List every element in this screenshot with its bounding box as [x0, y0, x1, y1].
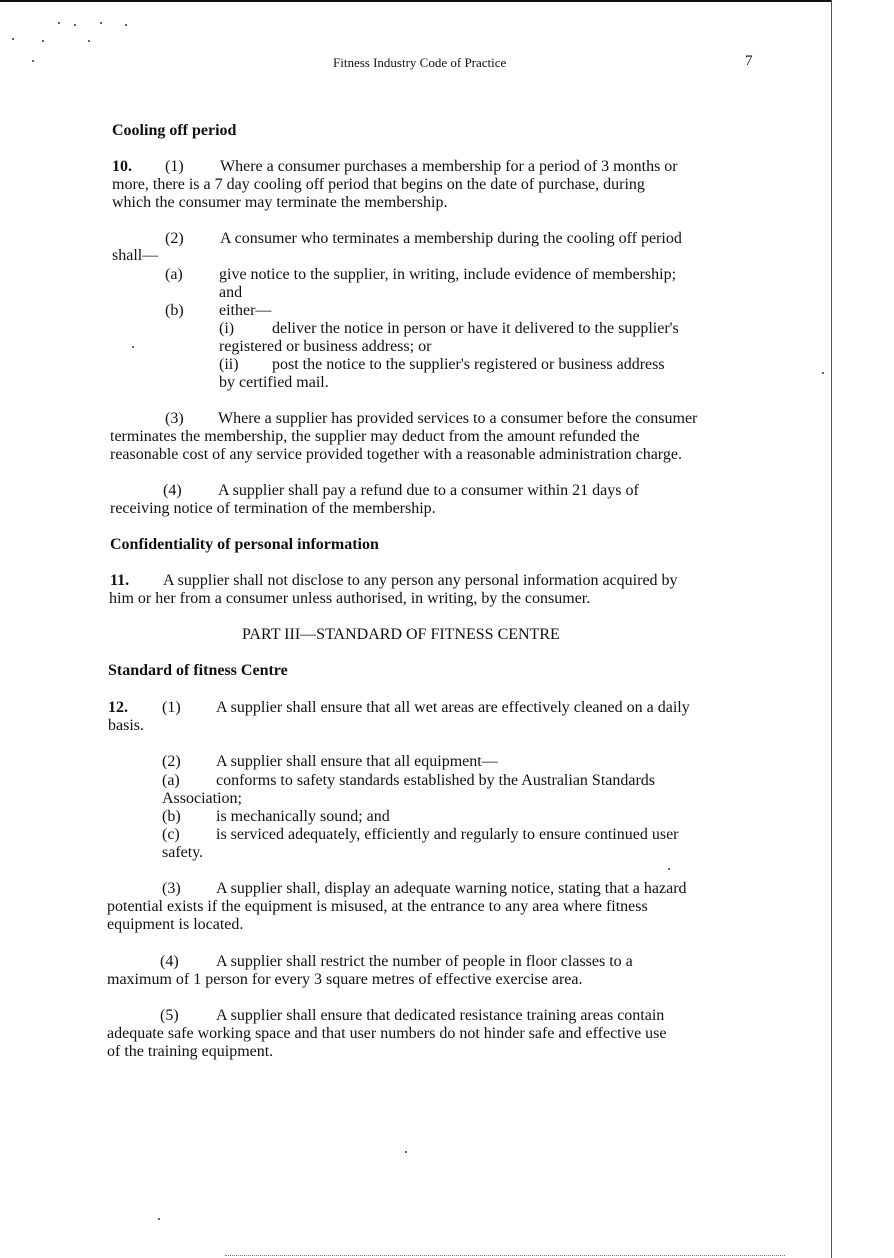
section-number: 12.	[108, 699, 128, 716]
item-label: (b)	[165, 302, 184, 319]
section-heading: Confidentiality of personal information	[110, 536, 379, 553]
paragraph-line: equipment is located.	[107, 916, 244, 933]
section-heading: Cooling off period	[112, 122, 237, 139]
paragraph-line: potential exists if the equipment is misused, at the entrance to any area where fitness	[107, 898, 648, 915]
paragraph-line: A supplier shall pay a refund due to a consumer within 21 days of	[218, 482, 639, 499]
paragraph-line: of the training equipment.	[107, 1043, 274, 1060]
running-header: Fitness Industry Code of Practice	[333, 55, 507, 70]
paragraph-line: Where a supplier has provided services to a consumer before the consumer	[218, 410, 698, 427]
item-label: (c)	[162, 826, 180, 843]
paragraph-line: A supplier shall not disclose to any person any personal information acquired by	[163, 572, 678, 589]
paragraph-line: give notice to the supplier, in writing, include evidence of membership;	[219, 266, 677, 283]
paragraph-line: either—	[219, 302, 272, 319]
scan-speck	[100, 22, 102, 24]
scan-speck	[12, 38, 14, 40]
section-number: 10.	[112, 158, 132, 175]
scan-speck	[822, 372, 824, 374]
item-label: (a)	[165, 266, 183, 283]
paragraph-line: maximum of 1 person for every 3 square metres of effective exercise area.	[107, 971, 583, 988]
paragraph-line: him or her from a consumer unless authorised, in writing, by the consumer.	[109, 590, 591, 607]
scan-speck	[158, 1218, 160, 1220]
subsection-label: (4)	[160, 953, 179, 970]
item-label: (a)	[162, 772, 180, 789]
subsection-label: (3)	[165, 410, 184, 427]
paragraph-line: reasonable cost of any service provided together with a reasonable administration charge.	[110, 446, 682, 463]
paragraph-line: more, there is a 7 day cooling off period that begins on the date of purchase, during	[112, 176, 645, 193]
scan-speck	[125, 24, 127, 26]
part-title: PART III—STANDARD OF FITNESS CENTRE	[242, 626, 560, 643]
paragraph-line: conforms to safety standards established by the Australian Standards	[216, 772, 656, 789]
paragraph-line: and	[219, 284, 243, 301]
paragraph-line: A supplier shall ensure that dedicated resistance training areas contain	[216, 1007, 665, 1024]
section-heading: Standard of fitness Centre	[108, 662, 288, 679]
paragraph-line: basis.	[108, 717, 144, 734]
scan-speck	[132, 346, 134, 348]
paragraph-line: deliver the notice in person or have it delivered to the supplier's	[272, 320, 679, 337]
paragraph-line: A consumer who terminates a membership during the cooling off period	[220, 230, 682, 247]
paragraph-line: post the notice to the supplier's registered or business address	[272, 356, 665, 373]
subsection-label: (2)	[162, 753, 181, 770]
paragraph-line: A supplier shall, display an adequate warning notice, stating that a hazard	[216, 880, 687, 897]
paragraph-line: A supplier shall restrict the number of people in floor classes to a	[216, 953, 633, 970]
paragraph-line: which the consumer may terminate the membership.	[112, 194, 448, 211]
paragraph-line: receiving notice of termination of the membership.	[110, 500, 436, 517]
item-label: (i)	[219, 320, 235, 337]
paragraph-line: Where a consumer purchases a membership for a period of 3 months or	[220, 158, 678, 175]
subsection-label: (3)	[162, 880, 181, 897]
scan-speck	[668, 868, 670, 870]
subsection-label: (2)	[165, 230, 184, 247]
paragraph-line: is mechanically sound; and	[216, 808, 390, 825]
top-border	[0, 0, 832, 2]
paragraph-line: is serviced adequately, efficiently and regularly to ensure continued user	[216, 826, 679, 843]
right-border	[831, 0, 832, 1258]
subsection-label: (1)	[165, 158, 184, 175]
item-label: (ii)	[219, 356, 239, 373]
paragraph-line: terminates the membership, the supplier may deduct from the amount refunded the	[110, 428, 640, 445]
paragraph-line: registered or business address; or	[219, 338, 432, 355]
page-number: 7	[745, 53, 753, 69]
scan-speck	[74, 24, 76, 26]
paragraph-line: adequate safe working space and that user numbers do not hinder safe and effective use	[107, 1025, 667, 1042]
scan-speck	[42, 40, 44, 42]
subsection-label: (5)	[160, 1007, 179, 1024]
paragraph-line: A supplier shall ensure that all equipment—	[216, 753, 498, 770]
subsection-label: (4)	[163, 482, 182, 499]
section-number: 11.	[110, 572, 130, 589]
paragraph-line: A supplier shall ensure that all wet areas are effectively cleaned on a daily	[216, 699, 690, 716]
paragraph-line: Association;	[162, 790, 242, 807]
item-label: (b)	[162, 808, 181, 825]
paragraph-line: safety.	[162, 844, 204, 861]
scan-speck	[88, 40, 90, 42]
bottom-border	[225, 1255, 785, 1257]
subsection-label: (1)	[162, 699, 181, 716]
paragraph-line: by certified mail.	[219, 374, 329, 391]
scan-speck	[32, 60, 34, 62]
scan-speck	[58, 22, 60, 24]
scan-speck	[405, 1151, 407, 1153]
paragraph-line: shall—	[112, 247, 159, 264]
